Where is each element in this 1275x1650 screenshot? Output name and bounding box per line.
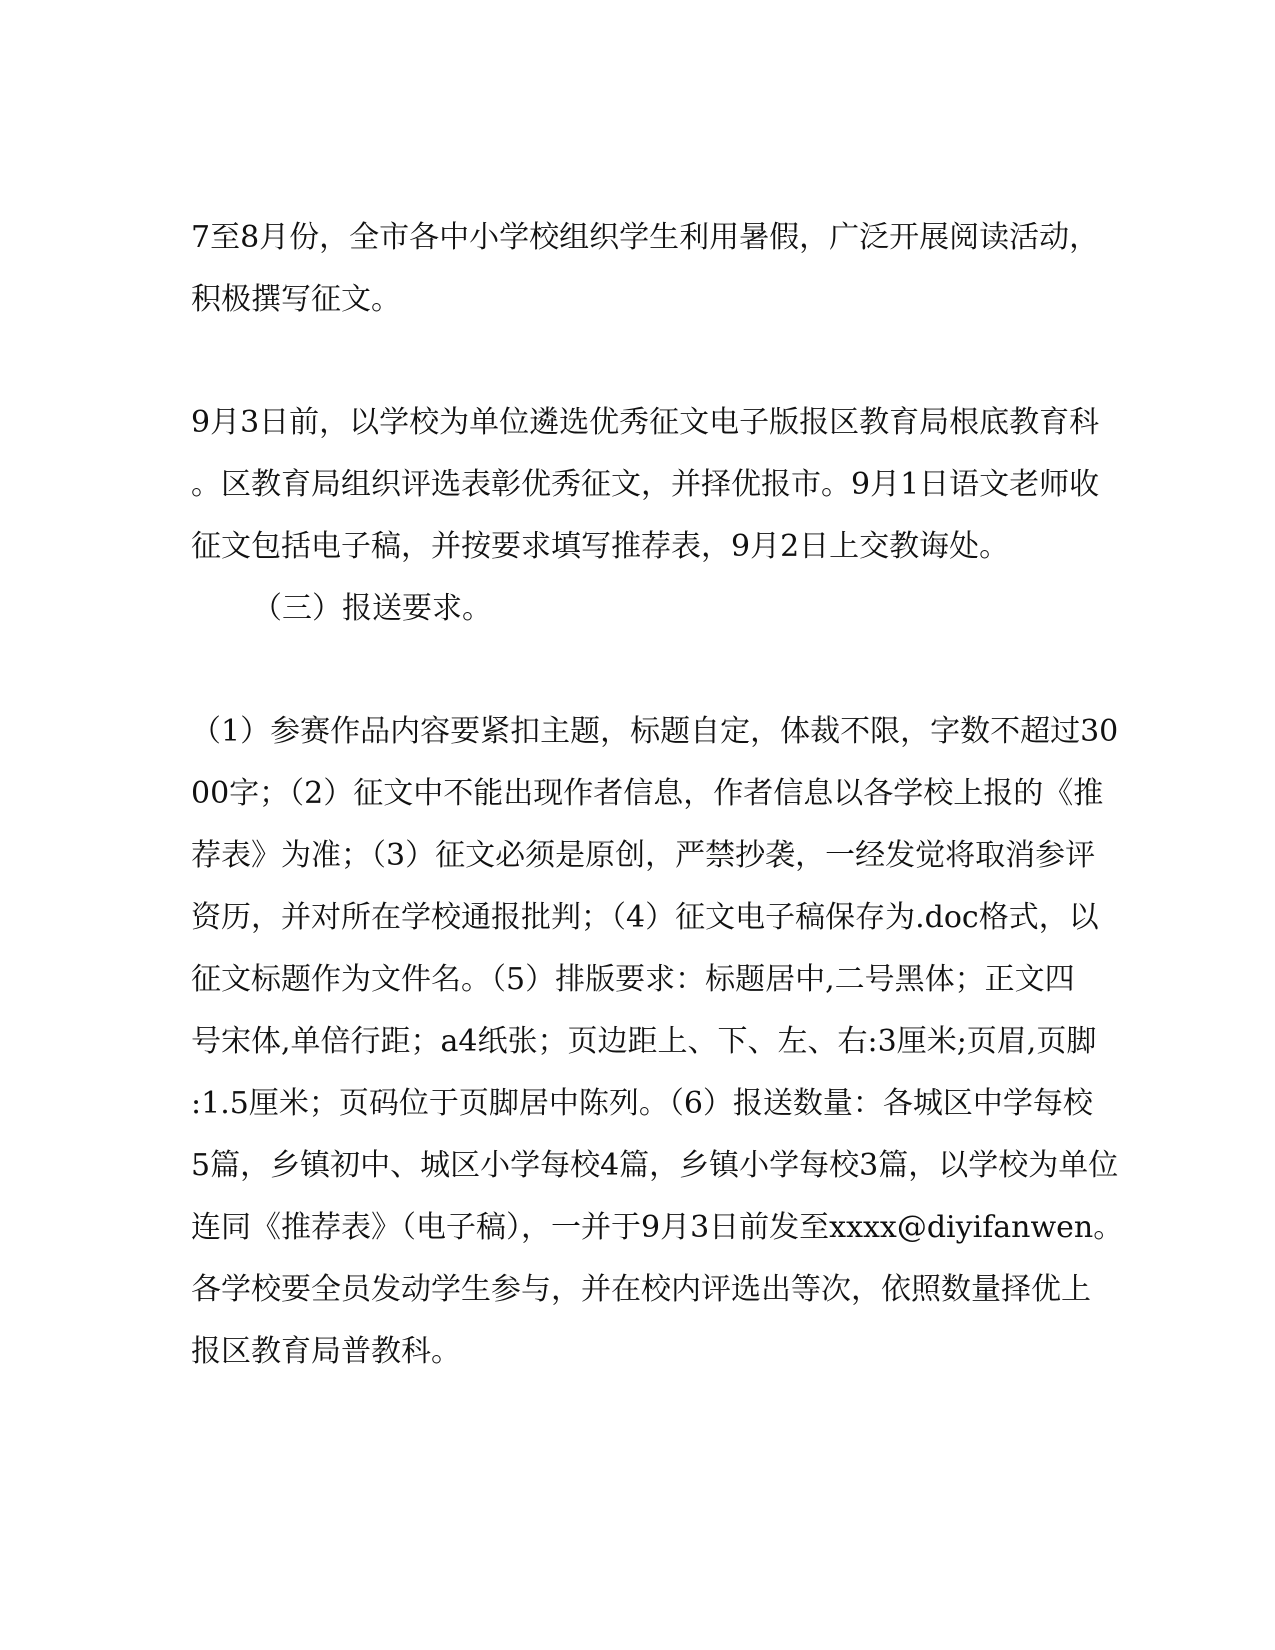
section-heading: （三）报送要求。 [252, 591, 492, 626]
paragraph-3-line-6: 号宋体,单倍行距；a4纸张；页边距上、下、左、右:3厘米;页眉,页脚 [191, 1024, 1097, 1059]
paragraph-1-line-2: 积极撰写征文。 [191, 282, 401, 317]
paragraph-3-line-3: 荐表》为准；（3）征文必须是原创，严禁抄袭，一经发觉将取消参评 [191, 838, 1096, 873]
paragraph-3-line-9: 连同《推荐表》（电子稿），一并于9月3日前发至xxxx@diyifanwen。 [191, 1210, 1124, 1245]
paragraph-3-line-11: 报区教育局普教科。 [191, 1334, 461, 1369]
paragraph-2-line-1: 9月3日前，以学校为单位遴选优秀征文电子版报区教育局根底教育科 [191, 405, 1100, 440]
paragraph-3-line-5: 征文标题作为文件名。（5）排版要求：标题居中,二号黑体；正文四 [191, 962, 1075, 997]
paragraph-3-line-2: 00字；（2）征文中不能出现作者信息，作者信息以各学校上报的《推 [191, 776, 1104, 811]
paragraph-1-line-1: 7至8月份，全市各中小学校组织学生利用暑假，广泛开展阅读活动， [191, 220, 1100, 255]
paragraph-2-line-2: 。区教育局组织评选表彰优秀征文，并择优报市。9月1日语文老师收 [191, 467, 1100, 502]
paragraph-3-line-10: 各学校要全员发动学生参与，并在校内评选出等次，依照数量择优上 [191, 1272, 1091, 1307]
paragraph-2-line-3: 征文包括电子稿，并按要求填写推荐表，9月2日上交教诲处。 [191, 529, 1010, 564]
paragraph-3-line-8: 5篇，乡镇初中、城区小学每校4篇，乡镇小学每校3篇，以学校为单位 [191, 1148, 1119, 1183]
paragraph-3-line-1: （1）参赛作品内容要紧扣主题，标题自定，体裁不限，字数不超过30 [191, 714, 1119, 749]
paragraph-3-line-4: 资历，并对所在学校通报批判；（4）征文电子稿保存为.doc格式，以 [191, 900, 1099, 935]
paragraph-3-line-7: :1.5厘米；页码位于页脚居中陈列。（6）报送数量：各城区中学每校 [191, 1086, 1093, 1121]
